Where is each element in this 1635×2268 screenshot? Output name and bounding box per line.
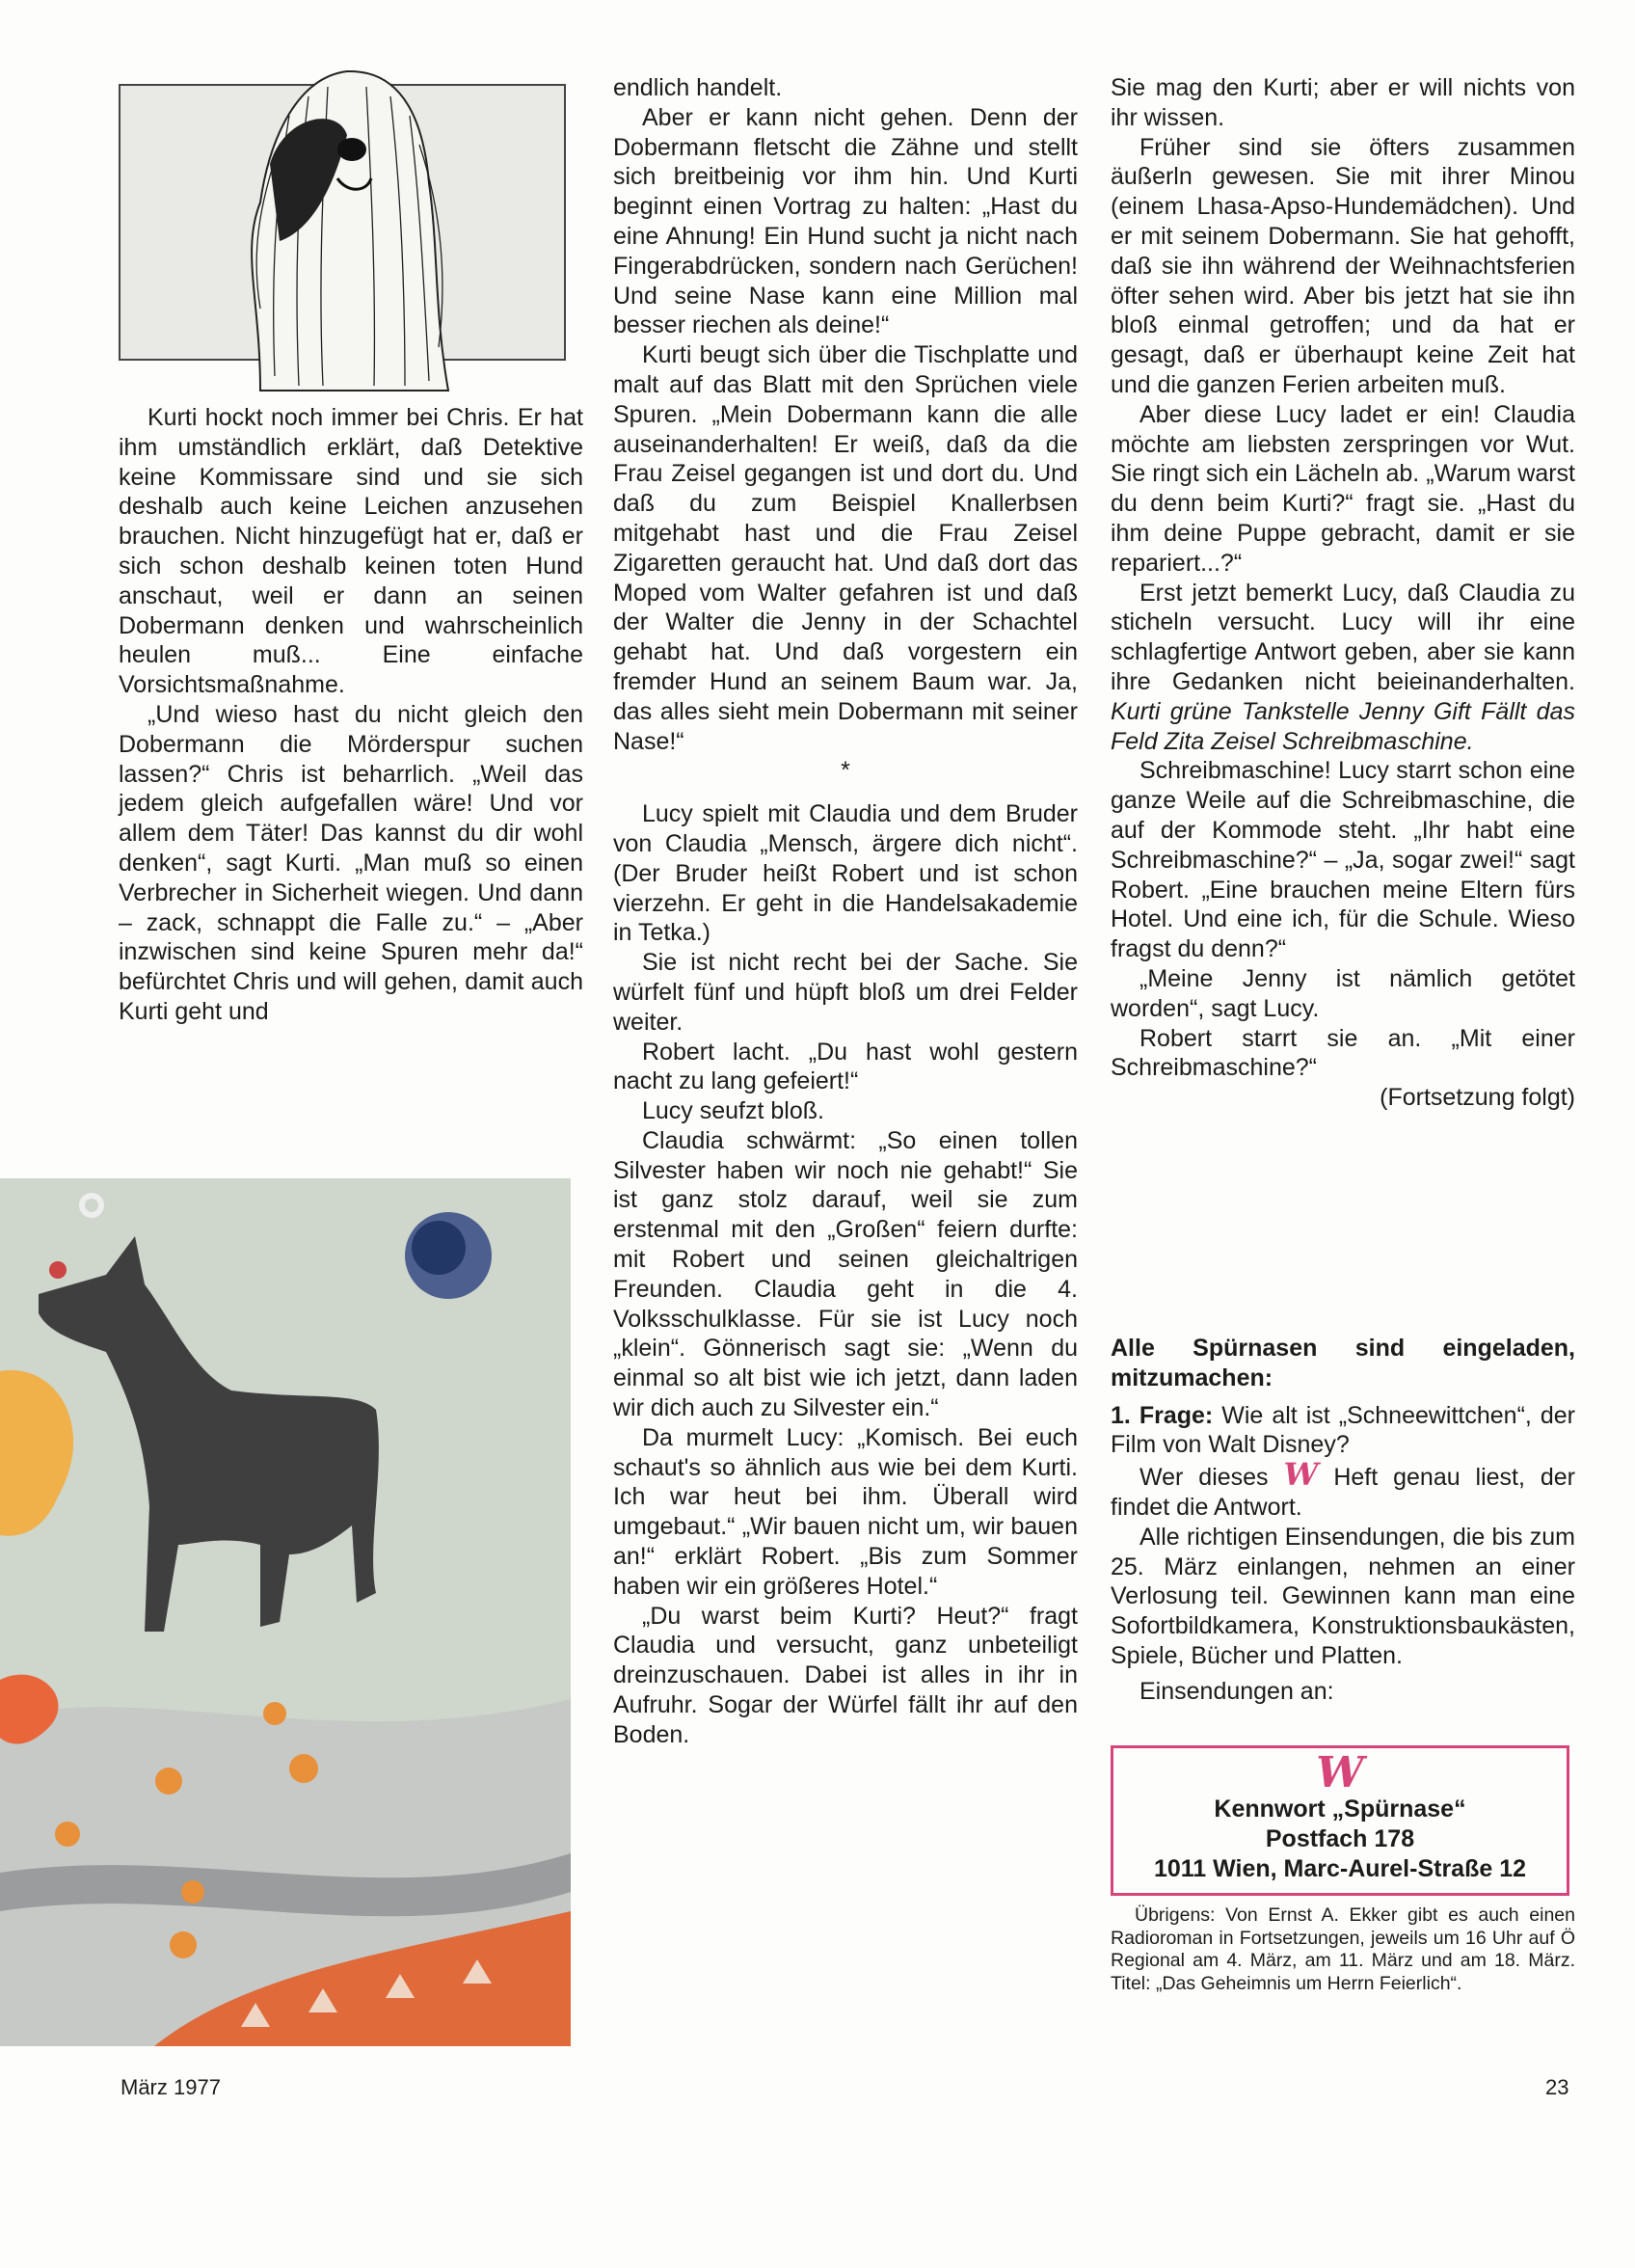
contest-heading: Alle Spürnasen sind eingeladen, mitzumachen: [1111, 1335, 1575, 1391]
paragraph: Schreibmaschine! Lucy starrt schon eine ganze Weile auf die Schreibmaschine, die auf der Kommode steht. „Ihr habt eine Schreibmaschine?“ – „Ja, sogar zwei!“ sagt Robert. „Eine brauchen meine Eltern fürs Hotel. Und eine ich, für die Schule. Wieso fragst du denn?“ [1111, 757, 1575, 963]
send-to-label: Einsendungen an: [1139, 1677, 1334, 1705]
sheepdog-sketch-illustration [116, 58, 569, 395]
paragraph: Sie mag den Kurti; aber er will nichts von ihr wissen. [1111, 74, 1575, 131]
contest-hint [1111, 1456, 1575, 1523]
column-1 [119, 403, 583, 1027]
paragraph: „Du warst beim Kurti? Heut?“ fragt Claudia und versucht, ganz unbeteiligt dreinzuschauen. Dabei ist alles in ihr in Aufruhr. Sogar der Würfel fällt ihr auf den Boden. [613, 1602, 1078, 1748]
paragraph: Da murmelt Lucy: „Komisch. Bei euch schaut's so ähnlich aus wie bei dem Kurti. Ich war heut bei ihm. Überall wird umgebaut.“ „Wir bauen nicht um, wir bauen an!“ erklärt Robert. „Bis zum Sommer haben wir ein größeres Hotel.“ [613, 1423, 1078, 1600]
italic-thoughts: Kurti grüne Tankstelle Jenny Gift Fällt das Feld Zita Zeisel Schreibmaschine. [1111, 697, 1575, 755]
address-line: Postfach 178 [1265, 1825, 1415, 1852]
paragraph: Lucy seufzt bloß. [642, 1097, 824, 1125]
paragraph-text: Erst jetzt bemerkt Lucy, daß Claudia zu sticheln versucht. Lucy will ihr eine schlagfertige Antwort geben, aber sie kann ihre Gedanken nicht beieinanderhalten. [1111, 579, 1575, 695]
paragraph: Claudia schwärmt: „So einen tollen Silvester haben wir noch nie gehabt!“ Sie ist ganz stolz darauf, weil sie zum erstenmal mit den „Großen“ feiern durfte: mit Robert und seinen gleichaltrigen Freunden. Claudia geht in die 4. Volksschulklasse. Für sie ist Lucy noch „klein“. Gönnerisch sagt sie: „Wenn du einmal so alt bist wie ich jetzt, dann laden wir dich auch zu Silvester ein.“ [613, 1126, 1078, 1422]
section-separator: * [841, 757, 850, 785]
paragraph [1111, 579, 1575, 757]
contest-section [1111, 1334, 1575, 1707]
address-line: Kennwort „Spürnase“ [1214, 1796, 1466, 1822]
radio-note [1111, 1904, 1575, 1995]
column-3 [1111, 73, 1575, 1113]
dog-painting-illustration [0, 1178, 571, 2046]
paragraph: „Und wieso hast du nicht gleich den Dobermann die Mörderspur suchen lassen?“ Chris ist beharrlich. „Weil das jedem gleich aufgefallen wäre! Und vor allem dem Täter! Das kannst du dir wohl denken“, sagt Kurti. „Man muß so einen Verbrecher in Sicherheit wiegen. Und dann – zack, schnappt die Falle zu.“ – „Aber inzwischen sind keine Spuren mehr da!“ befürchtet Chris und will gehen, damit auch Kurti geht und [119, 700, 583, 1025]
address-line: 1011 Wien, Marc-Aurel-Straße 12 [1153, 1855, 1527, 1882]
footer-date: März 1977 [121, 2075, 221, 2099]
paragraph: Sie ist nicht recht bei der Sache. Sie würfelt fünf und hüpft bloß um drei Felder weiter. [613, 949, 1078, 1036]
hint-text: Wer dieses [1139, 1464, 1269, 1492]
paragraph: Kurti hockt noch immer bei Chris. Er hat ihm umständlich erklärt, daß Detektive keine Kommissare sind und sie sich deshalb auch keine Leichen anzusehen brauchen. Nicht hinzugefügt hat er, daß er sich schon deshalb keinen toten Hund anschaut, weil er dann an seinen Dobermann denken und wahrscheinlich heulen muß... Eine einfache Vorsichtsmaßnahme. [119, 404, 583, 699]
address-box [1111, 1745, 1569, 1896]
paragraph: Aber diese Lucy ladet er ein! Claudia möchte am liebsten zerspringen vor Wut. Sie ringt sich ein Lächeln ab. „Warum warst du denn beim Kurti?“ fragt sie. „Hast du ihm deine Puppe gebracht, damit er sie repariert...?“ [1111, 400, 1575, 577]
paragraph: Robert lacht. „Du hast wohl gestern nacht zu lang gefeiert!“ [613, 1038, 1078, 1095]
paragraph: „Meine Jenny ist nämlich getötet worden“, sagt Lucy. [1111, 964, 1575, 1022]
paragraph: Aber er kann nicht gehen. Denn der Dobermann fletscht die Zähne und stellt sich breitbeinig vor ihm hin. Und Kurti beginnt einen Vortrag zu halten: „Hast du eine Ahnung! Ein Hund sucht ja nicht nach Fingerabdrücken, sondern nach Gerüchen! Und seine Nase kann eine Million mal besser riechen als deine!“ [613, 103, 1078, 339]
magazine-logo: W [1316, 1748, 1364, 1797]
page-number: 23 [1545, 2075, 1569, 2099]
contest-rules: Alle richtigen Einsendungen, die bis zum 25. März einlangen, nehmen an einer Verlosung teil. Gewinnen kann man eine Sofortbildkamera, Konstruktionsbaukästen, Spiele, Bücher und Platten. [1111, 1523, 1575, 1669]
note-text: Übrigens: Von Ernst A. Ekker gibt es auch einen Radioroman in Fortsetzungen, jeweils um 16 Uhr auf Ö Regional am 4. März, am 11. März und am 18. März. Titel: „Das Geheimnis um Herrn Feierlich“. [1111, 1904, 1575, 1994]
paragraph: Kurti beugt sich über die Tischplatte und malt auf das Blatt mit den Sprüchen viele Spuren. „Mein Dobermann kann die alle auseinanderhalten! Er weiß, daß da die Frau Zeisel gegangen ist und dort du. Und daß du zum Beispiel Knallerbsen mitgehabt hast und die Frau Zeisel Zigaretten geraucht hat. Und daß dort das Moped vom Walter gefahren ist und daß der Walter die Jenny in der Schachtel gehabt hat. Und daß vorgestern ein fremder Hund an seinem Baum war. Ja, das alles sieht mein Dobermann mit seiner Nase!“ [613, 341, 1078, 755]
paragraph: Robert starrt sie an. „Mit einer Schreibmaschine?“ [1111, 1024, 1575, 1082]
question-label: 1. Frage: [1111, 1401, 1214, 1429]
question-text: Wie alt ist „Schneewittchen“, der Film von Walt Disney? [1111, 1401, 1575, 1459]
continued-note: (Fortsetzung folgt) [1380, 1084, 1575, 1112]
paragraph: Früher sind sie öfters zusammen äußerln gewesen. Sie mit ihrer Minou (einem Lhasa-Apso-Hundemädchen). Und er mit seinem Dobermann. Sie hat gehofft, daß sie ihn während der Weihnachtsferien öfter sehen wird. Aber bis jetzt hat sie ihn bloß einmal getroffen; und da hat er gesagt, daß er überhaupt keine Zeit hat und die ganzen Ferien arbeiten muß. [1111, 133, 1575, 398]
hint-text: Heft genau liest, der findet die Antwort. [1111, 1464, 1575, 1521]
contest-question [1111, 1401, 1575, 1461]
paragraph: endlich handelt. [613, 74, 783, 101]
magazine-logo: W [1283, 1456, 1319, 1494]
paragraph: Lucy spielt mit Claudia und dem Bruder von Claudia „Mensch, ärgere dich nicht“. (Der Bruder heißt Robert und ist schon vierzehn. Er geht in die Handelsakademie in Tetka.) [613, 800, 1078, 947]
column-2 [613, 73, 1078, 1750]
